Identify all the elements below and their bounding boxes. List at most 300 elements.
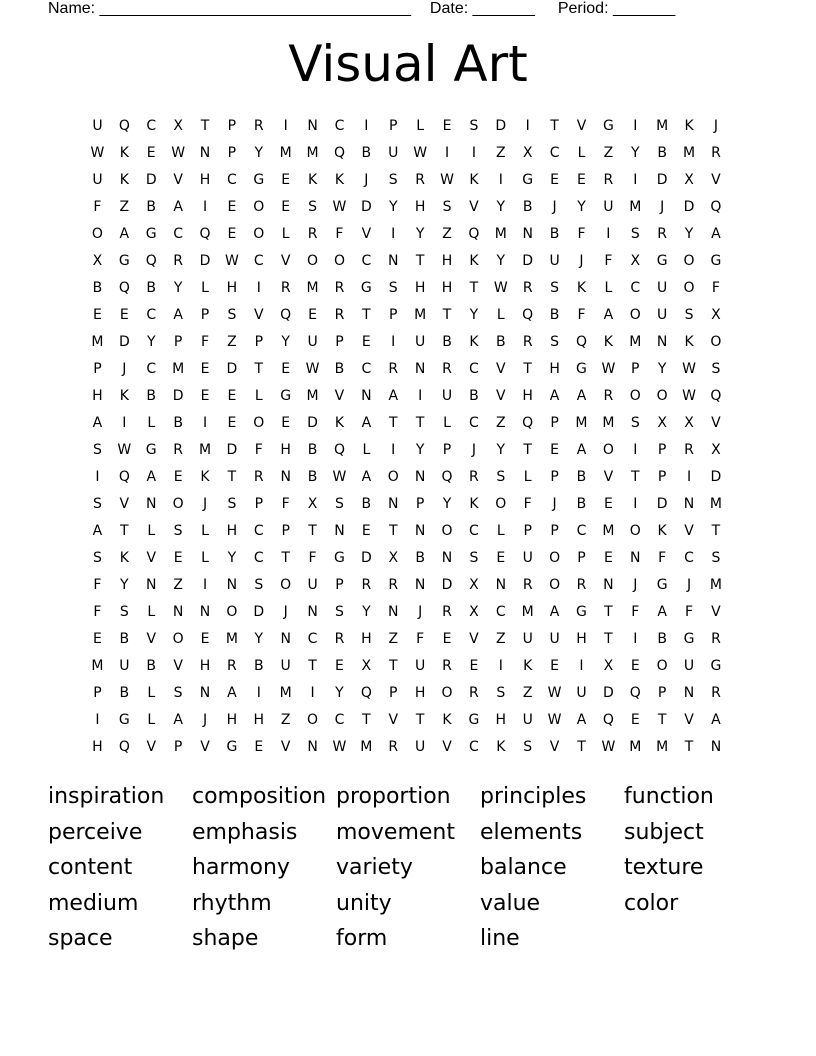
grid-letter: U <box>522 631 533 647</box>
word-bank-item: rhythm <box>192 890 272 916</box>
grid-letter: P <box>335 577 344 593</box>
grid-letter: I <box>256 280 261 296</box>
grid-letter: G <box>280 388 292 404</box>
grid-letter: O <box>307 712 319 728</box>
grid-letter: V <box>603 469 614 485</box>
word-bank-item: shape <box>192 926 259 951</box>
grid-letter: M <box>682 145 696 161</box>
grid-letter: I <box>202 577 208 593</box>
grid-letter: H <box>361 631 372 647</box>
grid-letter: L <box>496 523 505 539</box>
grid-letter: Z <box>496 631 506 647</box>
grid-letter: M <box>91 334 104 350</box>
grid-letter: E <box>227 415 237 431</box>
student-info-line <box>48 0 675 18</box>
grid-letter: P <box>657 469 667 485</box>
grid-letter: J <box>283 604 288 620</box>
grid-letter: C <box>253 523 264 539</box>
grid-letter: Q <box>360 685 372 701</box>
grid-letter: Q <box>118 280 130 296</box>
grid-letter: F <box>577 226 586 242</box>
grid-letter: P <box>657 442 667 458</box>
grid-letter: W <box>547 712 562 728</box>
grid-letter: S <box>93 496 102 512</box>
grid-letter: H <box>576 631 587 647</box>
grid-letter: X <box>469 577 479 593</box>
word-bank-item: space <box>48 926 113 951</box>
grid-letter: H <box>522 388 533 404</box>
grid-letter: O <box>683 280 695 296</box>
grid-letter: Q <box>333 442 345 458</box>
grid-letter: A <box>92 415 103 431</box>
grid-letter: K <box>523 658 533 674</box>
grid-letter: E <box>93 631 102 647</box>
grid-letter: M <box>629 739 642 755</box>
grid-letter: N <box>683 496 695 512</box>
grid-letter: T <box>308 523 317 539</box>
grid-letter: Q <box>468 226 480 242</box>
grid-letter: U <box>657 307 668 323</box>
grid-letter: S <box>173 685 183 701</box>
grid-letter: V <box>442 739 452 755</box>
grid-letter: I <box>418 388 423 404</box>
grid-letter: G <box>145 442 157 458</box>
grid-letter: T <box>308 658 317 674</box>
grid-letter: N <box>199 604 211 620</box>
grid-letter: O <box>441 685 453 701</box>
grid-letter: E <box>281 361 291 377</box>
grid-letter: Z <box>388 631 399 647</box>
grid-letter: P <box>227 118 237 134</box>
grid-letter: C <box>227 172 237 188</box>
grid-letter: G <box>656 577 668 593</box>
grid-letter: E <box>577 172 586 188</box>
grid-letter: R <box>280 280 291 296</box>
grid-letter: W <box>413 145 428 161</box>
grid-letter: E <box>119 307 129 323</box>
grid-letter: X <box>173 118 183 134</box>
grid-letter: B <box>522 199 533 215</box>
grid-letter: W <box>682 361 696 377</box>
grid-letter: N <box>199 685 211 701</box>
grid-letter: M <box>521 604 534 620</box>
grid-letter: N <box>145 496 157 512</box>
grid-letter: O <box>253 226 265 242</box>
grid-letter: X <box>657 415 667 431</box>
grid-letter: A <box>361 469 372 485</box>
grid-letter: F <box>685 604 694 620</box>
grid-letter: V <box>711 172 721 188</box>
grid-letter: U <box>415 334 426 350</box>
grid-letter: B <box>146 658 157 674</box>
word-bank-item: color <box>624 890 679 916</box>
grid-letter: V <box>549 739 560 755</box>
date-label: Date: _______ <box>429 0 535 17</box>
grid-letter: N <box>307 118 318 134</box>
grid-letter: K <box>469 334 479 350</box>
grid-letter: W <box>493 280 508 296</box>
grid-letter: O <box>441 523 453 539</box>
grid-letter: J <box>713 118 718 134</box>
grid-letter: D <box>656 172 668 188</box>
grid-letter: T <box>577 739 586 755</box>
grid-letter: V <box>119 496 130 512</box>
word-bank-item: movement <box>336 819 455 845</box>
grid-letter: F <box>577 307 586 323</box>
grid-letter: I <box>686 469 692 485</box>
grid-letter: F <box>93 604 102 620</box>
grid-letter: I <box>498 658 503 674</box>
grid-letter: Q <box>118 118 130 134</box>
grid-letter: Q <box>145 253 157 269</box>
grid-letter: R <box>388 739 399 755</box>
grid-letter: V <box>684 523 694 539</box>
grid-letter: L <box>201 280 209 296</box>
grid-letter: Z <box>227 334 237 350</box>
grid-letter: Y <box>442 496 452 512</box>
grid-letter: Q <box>522 415 534 431</box>
grid-letter: R <box>711 631 721 647</box>
grid-letter: K <box>334 172 345 188</box>
grid-letter: D <box>360 199 372 215</box>
grid-letter: B <box>334 361 345 377</box>
grid-letter: U <box>415 739 426 755</box>
grid-letter: T <box>604 631 613 647</box>
grid-letter: Q <box>118 469 130 485</box>
grid-letter: Z <box>442 226 452 242</box>
grid-letter: M <box>494 226 507 242</box>
grid-letter: R <box>307 226 318 242</box>
grid-letter: M <box>306 145 319 161</box>
grid-letter: B <box>146 199 157 215</box>
grid-letter: O <box>91 226 103 242</box>
grid-letter: F <box>254 442 263 458</box>
word-bank-item: content <box>48 855 133 880</box>
grid-letter: D <box>656 496 668 512</box>
grid-letter: L <box>147 712 156 728</box>
grid-letter: B <box>496 334 506 350</box>
grid-letter: J <box>552 496 557 512</box>
grid-letter: S <box>496 469 506 485</box>
grid-letter: V <box>146 631 157 647</box>
grid-letter: B <box>361 496 372 512</box>
grid-letter: G <box>710 658 722 674</box>
grid-letter: X <box>603 658 614 674</box>
grid-letter: K <box>119 145 129 161</box>
grid-letter: N <box>414 469 426 485</box>
grid-letter: Y <box>146 334 156 350</box>
grid-letter: Q <box>629 685 641 701</box>
grid-letter: M <box>279 685 292 701</box>
grid-letter: N <box>307 739 318 755</box>
grid-letter: I <box>283 118 288 134</box>
grid-letter: E <box>200 631 210 647</box>
grid-letter: O <box>629 307 641 323</box>
grid-letter: U <box>307 334 318 350</box>
grid-letter: A <box>92 523 103 539</box>
grid-letter: R <box>415 172 425 188</box>
grid-letter: P <box>631 361 640 377</box>
grid-letter: K <box>200 469 210 485</box>
grid-letter: D <box>226 442 238 458</box>
grid-letter: N <box>495 577 507 593</box>
word-bank-item: form <box>336 926 388 951</box>
grid-letter: E <box>227 226 237 242</box>
word-bank-item: balance <box>480 855 567 880</box>
grid-letter: O <box>549 577 561 593</box>
grid-letter: Y <box>335 685 344 701</box>
grid-letter: N <box>226 577 238 593</box>
grid-letter: D <box>145 172 157 188</box>
grid-letter: Y <box>496 442 506 458</box>
word-bank-item: emphasis <box>192 819 298 845</box>
grid-letter: Z <box>173 577 183 593</box>
grid-letter: Y <box>120 577 129 593</box>
grid-letter: Y <box>281 334 290 350</box>
grid-letter: X <box>711 442 721 458</box>
grid-letter: O <box>495 496 507 512</box>
grid-letter: O <box>307 253 319 269</box>
grid-letter: L <box>443 415 451 431</box>
grid-letter: S <box>308 199 318 215</box>
grid-letter: S <box>550 280 560 296</box>
grid-letter: E <box>227 388 237 404</box>
grid-letter: K <box>119 172 129 188</box>
grid-letter: T <box>442 307 452 323</box>
grid-letter: E <box>281 415 291 431</box>
grid-letter: X <box>684 172 694 188</box>
grid-letter: E <box>630 712 640 728</box>
grid-letter: A <box>146 469 157 485</box>
grid-letter: I <box>256 685 261 701</box>
grid-letter: Z <box>603 145 614 161</box>
grid-letter: S <box>119 604 129 620</box>
grid-letter: G <box>360 280 372 296</box>
grid-letter: T <box>415 415 425 431</box>
grid-letter: T <box>469 280 479 296</box>
grid-letter: O <box>253 199 265 215</box>
grid-letter: N <box>414 361 426 377</box>
grid-letter: P <box>523 523 532 539</box>
grid-letter: D <box>683 199 695 215</box>
grid-letter: Y <box>173 280 183 296</box>
grid-letter: H <box>549 361 560 377</box>
grid-letter: U <box>307 577 318 593</box>
grid-letter: B <box>146 280 157 296</box>
grid-letter: D <box>710 469 722 485</box>
grid-letter: E <box>227 199 237 215</box>
grid-letter: M <box>629 199 642 215</box>
grid-letter: E <box>603 550 613 566</box>
grid-letter: T <box>711 523 721 539</box>
word-bank-item: inspiration <box>48 784 165 809</box>
grid-letter: N <box>280 469 291 485</box>
grid-letter: P <box>550 523 559 539</box>
grid-letter: D <box>360 550 372 566</box>
grid-letter: U <box>549 631 560 647</box>
grid-letter: O <box>629 388 641 404</box>
grid-letter: O <box>280 577 292 593</box>
grid-letter: U <box>92 118 103 134</box>
grid-letter: M <box>656 118 669 134</box>
grid-letter: E <box>361 334 371 350</box>
grid-letter: X <box>711 307 721 323</box>
grid-letter: X <box>388 550 399 566</box>
grid-letter: J <box>552 199 557 215</box>
grid-letter: X <box>630 253 641 269</box>
grid-letter: P <box>281 523 290 539</box>
grid-letter: S <box>335 496 344 512</box>
grid-letter: C <box>630 280 641 296</box>
grid-letter: E <box>469 658 479 674</box>
grid-letter: Q <box>522 307 534 323</box>
grid-letter: O <box>656 658 668 674</box>
grid-letter: J <box>202 496 208 512</box>
grid-letter: I <box>525 118 530 134</box>
grid-letter: A <box>549 604 560 620</box>
grid-letter: M <box>360 739 373 755</box>
grid-letter: Y <box>657 361 667 377</box>
grid-letter: V <box>684 712 694 728</box>
grid-letter: E <box>550 658 560 674</box>
grid-letter: H <box>414 199 426 215</box>
grid-letter: B <box>173 415 183 431</box>
grid-letter: S <box>173 523 183 539</box>
grid-letter: D <box>253 604 265 620</box>
grid-letter: R <box>603 172 614 188</box>
grid-letter: Z <box>280 712 291 728</box>
grid-letter: P <box>550 469 559 485</box>
grid-letter: K <box>119 388 129 404</box>
grid-letter: M <box>602 415 615 431</box>
grid-letter: U <box>388 145 399 161</box>
grid-letter: M <box>414 307 427 323</box>
grid-letter: L <box>523 469 532 485</box>
grid-letter: N <box>307 604 318 620</box>
grid-letter: Q <box>280 307 292 323</box>
grid-letter: H <box>92 388 103 404</box>
grid-letter: L <box>496 307 505 323</box>
grid-letter: G <box>602 118 614 134</box>
grid-letter: D <box>602 685 614 701</box>
grid-letter: L <box>604 280 613 296</box>
grid-letter: Q <box>710 199 722 215</box>
grid-letter: F <box>308 550 317 566</box>
grid-letter: N <box>414 523 426 539</box>
grid-letter: A <box>119 226 130 242</box>
grid-letter: V <box>496 361 506 377</box>
grid-letter: Q <box>710 388 722 404</box>
grid-letter: E <box>281 172 291 188</box>
grid-letter: R <box>603 388 614 404</box>
grid-letter: G <box>145 226 157 242</box>
grid-letter: N <box>172 604 184 620</box>
grid-letter: A <box>388 388 399 404</box>
grid-letter: P <box>442 442 452 458</box>
grid-letter: P <box>415 496 425 512</box>
grid-letter: R <box>442 361 452 377</box>
grid-letter: S <box>630 226 640 242</box>
grid-letter: N <box>630 550 641 566</box>
word-bank-item: line <box>480 926 520 951</box>
grid-letter: S <box>227 307 237 323</box>
grid-letter: U <box>92 172 103 188</box>
grid-letter: V <box>146 739 157 755</box>
grid-letter: F <box>93 199 102 215</box>
grid-letter: T <box>388 523 398 539</box>
grid-letter: P <box>93 361 102 377</box>
grid-letter: S <box>630 415 640 431</box>
grid-letter: C <box>253 550 264 566</box>
grid-letter: A <box>576 442 587 458</box>
grid-letter: E <box>335 658 344 674</box>
word-bank-item: function <box>624 784 714 809</box>
grid-letter: O <box>710 334 722 350</box>
grid-letter: E <box>254 739 264 755</box>
grid-letter: K <box>334 415 345 431</box>
grid-letter: N <box>441 550 453 566</box>
grid-letter: B <box>92 280 103 296</box>
letter-grid <box>84 113 729 761</box>
grid-letter: O <box>387 469 399 485</box>
grid-letter: M <box>656 739 669 755</box>
grid-letter: W <box>332 739 347 755</box>
grid-letter: T <box>281 550 290 566</box>
grid-letter: C <box>146 118 157 134</box>
grid-letter: J <box>633 577 638 593</box>
grid-letter: N <box>361 388 372 404</box>
grid-letter: P <box>254 334 264 350</box>
grid-letter: I <box>444 145 450 161</box>
grid-letter: M <box>709 496 722 512</box>
grid-letter: W <box>224 253 239 269</box>
grid-letter: L <box>201 550 209 566</box>
grid-letter: K <box>684 334 694 350</box>
grid-letter: S <box>496 685 506 701</box>
grid-letter: J <box>202 712 208 728</box>
grid-letter: R <box>334 307 345 323</box>
grid-letter: T <box>550 118 559 134</box>
grid-letter: D <box>226 361 238 377</box>
grid-letter: U <box>576 685 587 701</box>
grid-letter: V <box>254 307 264 323</box>
grid-letter: Z <box>496 415 506 431</box>
grid-letter: R <box>522 334 533 350</box>
grid-letter: A <box>711 226 721 242</box>
grid-letter: P <box>389 307 398 323</box>
word-bank-item: variety <box>336 855 413 880</box>
grid-letter: S <box>227 496 237 512</box>
grid-letter: F <box>281 496 290 512</box>
grid-letter: J <box>579 253 584 269</box>
grid-letter: M <box>709 577 722 593</box>
grid-letter: O <box>549 550 561 566</box>
grid-letter: I <box>95 712 100 728</box>
grid-letter: T <box>415 712 425 728</box>
grid-letter: J <box>686 577 692 593</box>
word-bank <box>48 779 768 957</box>
grid-letter: D <box>118 334 130 350</box>
grid-letter: R <box>442 658 452 674</box>
grid-letter: C <box>361 361 372 377</box>
grid-letter: P <box>550 415 559 431</box>
grid-letter: P <box>93 685 102 701</box>
word-bank-item: subject <box>624 819 704 845</box>
grid-letter: R <box>711 685 721 701</box>
grid-letter: N <box>145 577 157 593</box>
grid-letter: W <box>305 361 320 377</box>
grid-letter: A <box>549 388 560 404</box>
